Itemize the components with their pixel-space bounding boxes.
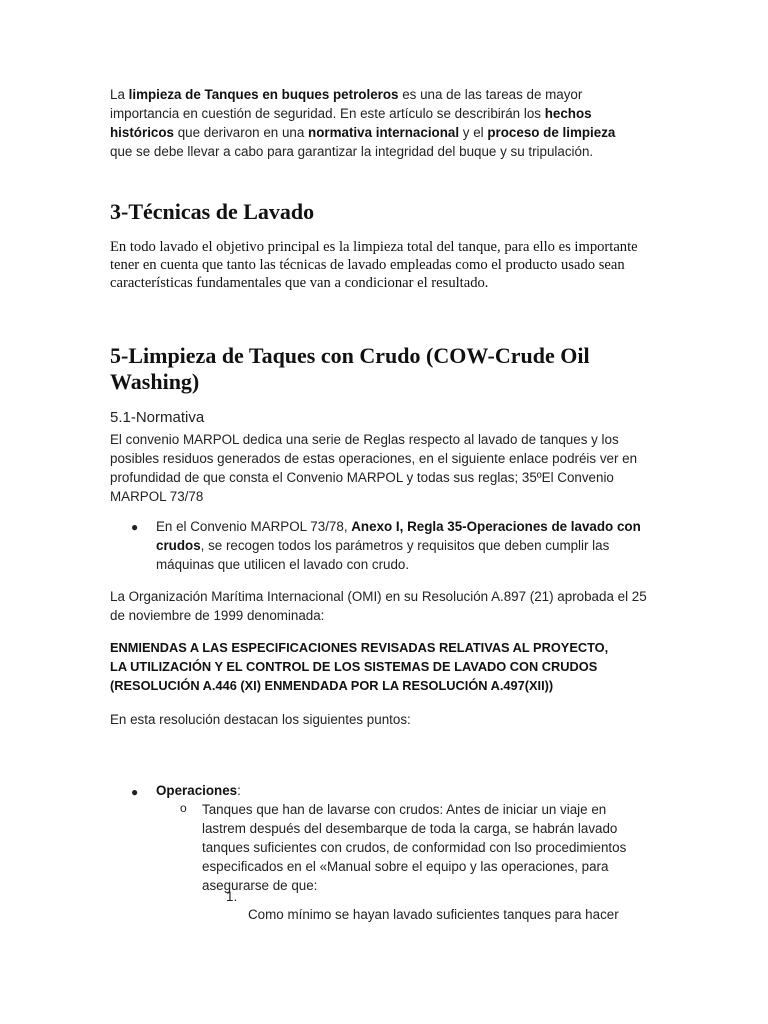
numbered-marker: 1.	[226, 889, 238, 904]
points-intro: En esta resolución destacan los siguientes puntos:	[110, 712, 411, 727]
intro-text: es una de las tareas de mayor importancia en cuestión de seguridad. En este artículo se describirán los	[110, 87, 583, 121]
bullet-item	[156, 517, 656, 574]
resolution-title-line: (RESOLUCIÓN A.446 (XI) ENMENDADA POR LA RESOLUCIÓN A.497(XII))	[110, 678, 554, 693]
operaciones-item	[156, 781, 241, 800]
section3-paragraph: En todo lavado el objetivo principal es la limpieza total del tanque, para ello es importante tener en cuenta que tanto las técnicas de lavado empleadas como el producto usado sean características fundamentales que van a condicionar el resultado.	[110, 239, 638, 291]
operaciones-colon: :	[237, 783, 241, 798]
sub-bullet-marker: o	[180, 801, 187, 815]
section5-paragraph: El convenio MARPOL dedica una serie de Reglas respecto al lavado de tanques y los posibles residuos generados de estas operaciones, en el siguiente enlace podréis ver en profundidad de que consta el Convenio MARPOL y todas sus reglas; 35ºEl Convenio MARPOL 73/78	[110, 432, 638, 504]
operaciones-label: Operaciones	[156, 783, 238, 798]
section5-heading: 5-Limpieza de Taques con Crudo (COW-Crude Oil Washing)	[110, 343, 590, 394]
intro-bold: normativa internacional	[308, 125, 460, 140]
resolution-title-line: LA UTILIZACIÓN Y EL CONTROL DE LOS SISTEMAS DE LAVADO CON CRUDOS	[110, 659, 598, 674]
numbered-item: Como mínimo se hayan lavado suficientes tanques para hacer	[248, 907, 619, 922]
intro-bold: limpieza de Tanques en buques petroleros	[128, 87, 399, 102]
bullet-text: , se recogen todos los parámetros y requisitos que deben cumplir las máquinas que utilicen el lavado con crudo.	[156, 538, 610, 572]
resolution-title	[110, 638, 670, 695]
bullet-bold: Anexo I, Regla 35-Operaciones de lavado con crudos	[156, 519, 641, 553]
bullet-text: En el Convenio MARPOL 73/78,	[156, 519, 352, 534]
bullet-marker: ●	[131, 520, 139, 534]
intro-text: y el	[459, 125, 488, 140]
intro-paragraph	[110, 85, 620, 161]
intro-bold: proceso de limpieza	[487, 125, 616, 140]
intro-text: La	[110, 87, 129, 102]
intro-text: que derivaron en una	[174, 125, 309, 140]
bullet-marker: ●	[131, 785, 139, 799]
section3-heading: 3-Técnicas de Lavado	[110, 199, 315, 224]
sub-bullet-item: Tanques que han de lavarse con crudos: Antes de iniciar un viaje en lastrem después del desembarque de toda la carga, se habrán lavado tanques suficientes con crudos, de conformidad con lso procedimientos especificados en el «Manual sobre el equipo y las operaciones, para asegurarse de que:	[202, 802, 627, 893]
section5-subheading: 5.1-Normativa	[110, 409, 205, 426]
omi-paragraph: La Organización Marítima Internacional (OMI) en su Resolución A.897 (21) aprobada el 25 de noviembre de 1999 denominada:	[110, 589, 647, 623]
intro-text: que se debe llevar a cabo para garantizar la integridad del buque y su tripulación.	[110, 144, 594, 159]
intro-bold: hechos históricos	[110, 106, 592, 140]
resolution-title-line: ENMIENDAS A LAS ESPECIFICACIONES REVISADAS RELATIVAS AL PROYECTO,	[110, 640, 609, 655]
